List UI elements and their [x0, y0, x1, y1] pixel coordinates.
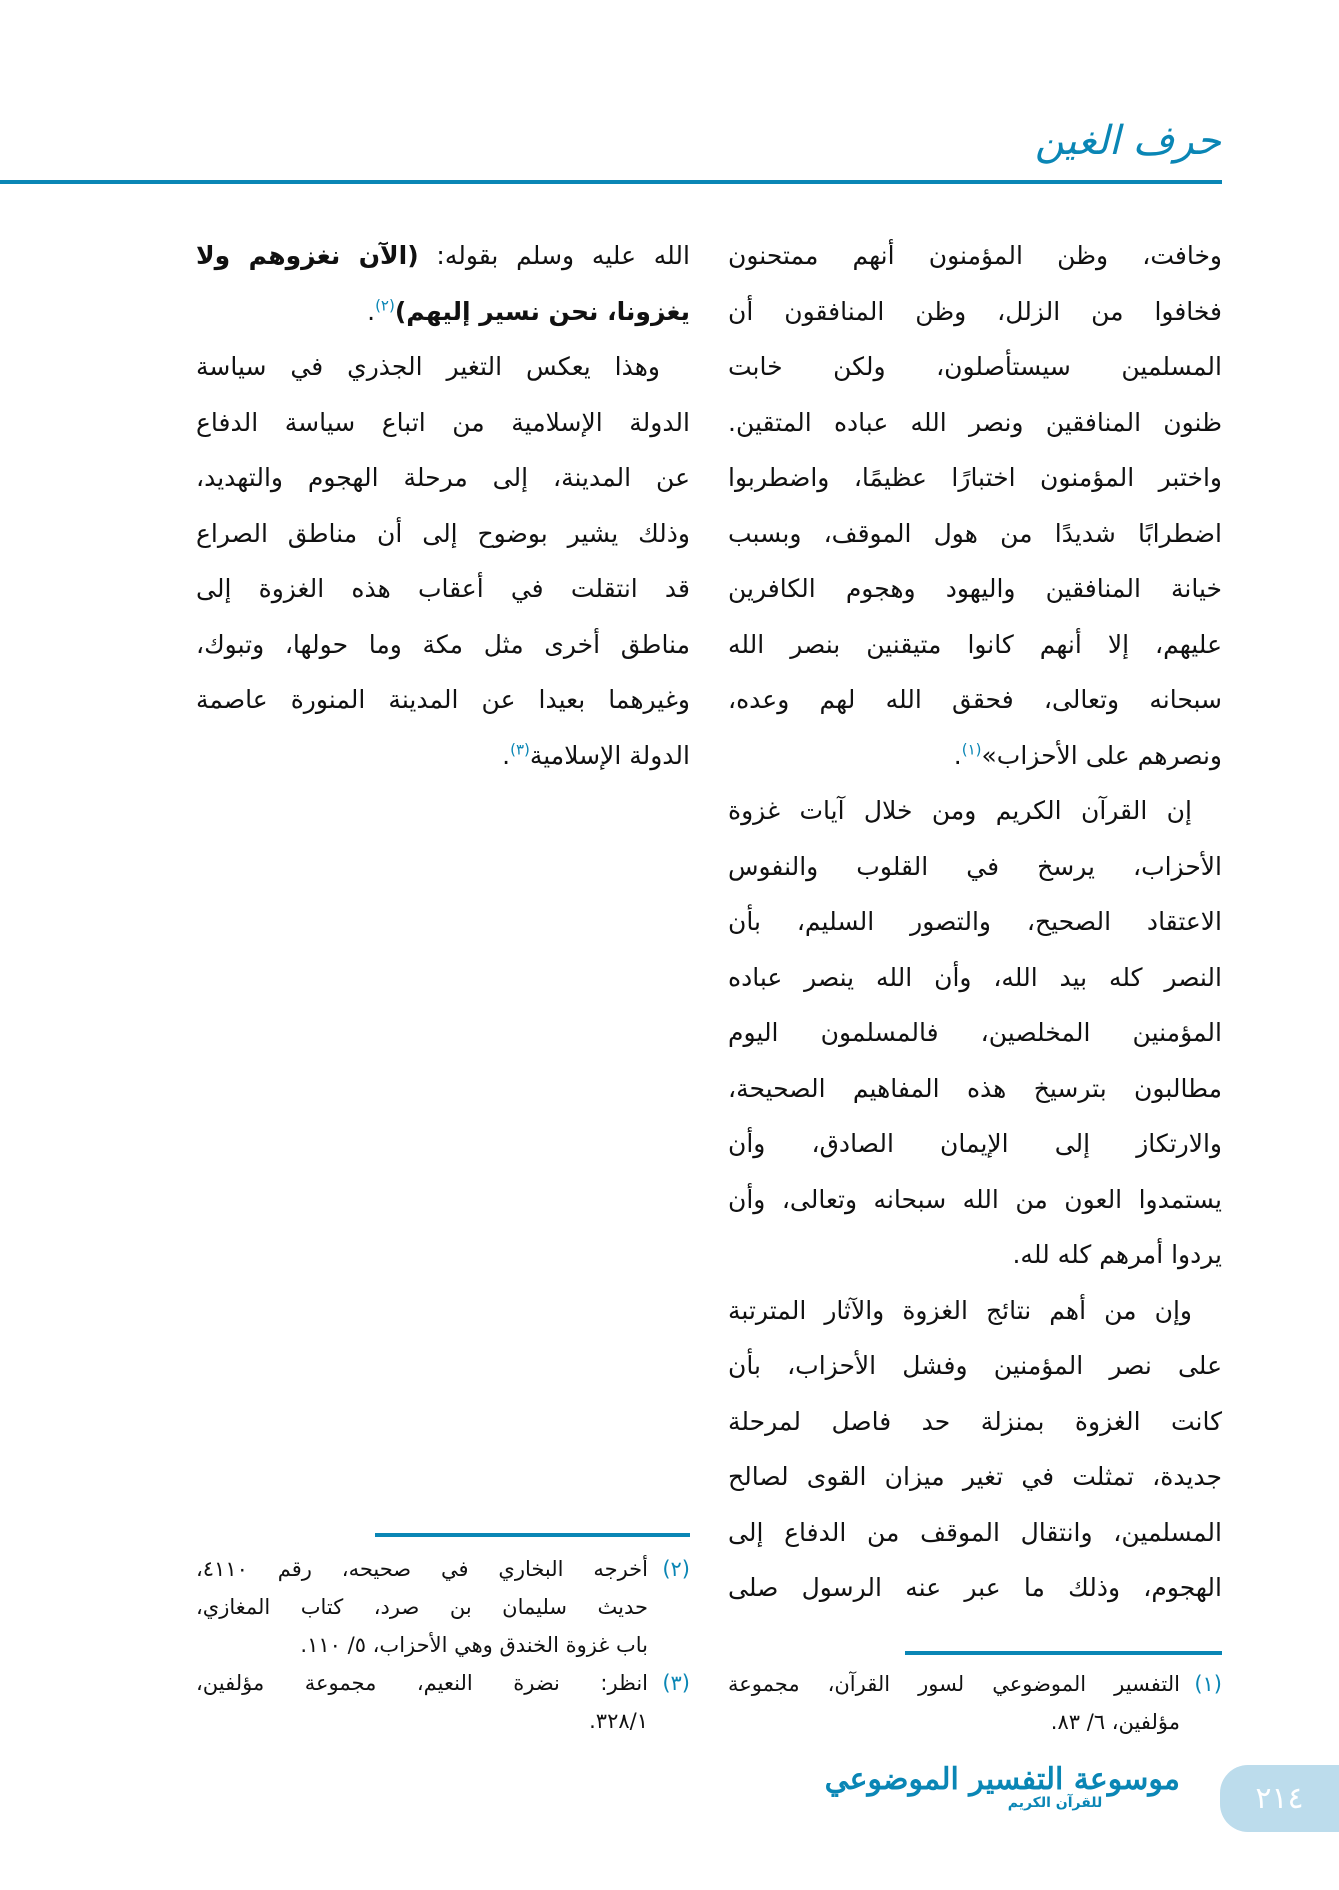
- text-line: [728, 1227, 1222, 1283]
- text-line: [728, 1338, 1222, 1394]
- text-line: [196, 395, 690, 451]
- line-end: .: [953, 740, 962, 770]
- text-line: [728, 395, 1222, 451]
- line-text: عن المدينة، إلى مرحلة الهجوم والتهديد،: [196, 463, 690, 492]
- text-line: [728, 1116, 1222, 1172]
- text-line: [196, 450, 690, 506]
- footnote-line: [196, 1550, 690, 1588]
- text-line: [196, 339, 690, 395]
- line-text: واختبر المؤمنون اختبارًا عظيمًا، واضطربوا: [728, 463, 1222, 492]
- text-line: [196, 728, 690, 784]
- footnote-number: (٣): [662, 1671, 690, 1695]
- footnote-ref: (٢): [375, 296, 395, 315]
- line-text: والارتكاز إلى الإيمان الصادق، وأن: [728, 1129, 1222, 1158]
- line-text: الدولة الإسلامية: [529, 740, 690, 770]
- text-line: [196, 284, 690, 340]
- line-end: .: [367, 296, 376, 326]
- footnote-line: [728, 1665, 1222, 1703]
- line-text: انظر: نضرة النعيم، مجموعة مؤلفين،: [196, 1671, 648, 1695]
- page-number: ٢١٤: [1220, 1765, 1339, 1832]
- text-line: [196, 561, 690, 617]
- line-text: وهذا يعكس التغير الجذري في سياسة: [196, 352, 660, 381]
- line-text: المسلمين، وانتقال الموقف من الدفاع إلى: [728, 1517, 1222, 1547]
- footnote-divider-left: [375, 1533, 690, 1537]
- line-text: المسلمين سيستأصلون، ولكن خابت: [728, 352, 1222, 381]
- text-line: [728, 561, 1222, 617]
- text-line: [196, 506, 690, 562]
- line-text: خيانة المنافقين واليهود وهجوم الكافرين: [728, 574, 1222, 603]
- footnote-line: [728, 1703, 1222, 1741]
- line-text: أخرجه البخاري في صحيحه، رقم ٤١١٠،: [196, 1557, 648, 1581]
- text-line: [728, 450, 1222, 506]
- text-line: [728, 506, 1222, 562]
- text-line: [728, 1283, 1222, 1339]
- text-line: [728, 284, 1222, 340]
- line-text: مطالبون بترسيخ هذه المفاهيم الصحيحة،: [728, 1073, 1222, 1103]
- line-text: سبحانه وتعالى، فحقق الله لهم وعده،: [728, 685, 1222, 714]
- line-text: ظنون المنافقين ونصر الله عباده المتقين.: [728, 407, 1222, 437]
- text-line: [728, 950, 1222, 1006]
- right-text-column: [728, 228, 1222, 1616]
- line-text: على نصر المؤمنين وفشل الأحزاب، بأن: [728, 1351, 1222, 1380]
- footnotes-left: [196, 1550, 690, 1740]
- line-text: الاعتقاد الصحيح، والتصور السليم، بأن: [728, 907, 1222, 936]
- line-text: الدولة الإسلامية من اتباع سياسة الدفاع: [196, 407, 690, 437]
- footnote-divider-right: [905, 1651, 1222, 1655]
- line-text: وذلك يشير بوضوح إلى أن مناطق الصراع: [196, 518, 690, 548]
- line-text: اضطرابًا شديدًا من هول الموقف، وبسبب: [728, 518, 1222, 548]
- line-text: ونصرهم على الأحزاب»: [981, 740, 1222, 770]
- text-line: [728, 894, 1222, 950]
- quote-text: يغزونا، نحن نسير إليهم): [394, 296, 690, 326]
- text-line: [728, 1449, 1222, 1505]
- text-line: [728, 617, 1222, 673]
- logo-title: موسوعة التفسير الموضوعي: [824, 1762, 1180, 1797]
- line-text: كانت الغزوة بمنزلة حد فاصل لمرحلة: [728, 1406, 1222, 1436]
- line-text: جديدة، تمثلت في تغير ميزان القوى لصالح: [728, 1462, 1222, 1491]
- footnote-line: [196, 1664, 690, 1702]
- text-line: [728, 1560, 1222, 1616]
- footnotes-right: [728, 1665, 1222, 1741]
- text-line: [728, 783, 1222, 839]
- line-text: وإن من أهم نتائج الغزوة والآثار المترتبة: [728, 1295, 1192, 1325]
- line-text: الهجوم، وذلك ما عبر عنه الرسول صلى: [728, 1573, 1222, 1602]
- quote-text: (الآن نغزوهم ولا: [196, 241, 419, 270]
- encyclopedia-logo: [824, 1762, 1180, 1811]
- footnote-ref: (١): [961, 740, 982, 759]
- text-line: [728, 1005, 1222, 1061]
- text-line: [728, 839, 1222, 895]
- line-end: .: [502, 740, 511, 770]
- text-line: [196, 617, 690, 673]
- text-line: [728, 1061, 1222, 1117]
- line-text: مؤلفين، ٦/ ٨٣.: [1050, 1710, 1180, 1734]
- line-text: مناطق أخرى مثل مكة وما حولها، وتبوك،: [196, 629, 690, 659]
- line-text: حديث سليمان بن صرد، كتاب المغازي،: [196, 1595, 648, 1619]
- text-line: [728, 728, 1222, 784]
- text-line: [728, 672, 1222, 728]
- line-text: النصر كله بيد الله، وأن الله ينصر عباده: [728, 962, 1222, 992]
- footnote-number: (١): [1194, 1672, 1222, 1696]
- footnote-number: (٢): [662, 1557, 690, 1581]
- line-text: يستمدوا العون من الله سبحانه وتعالى، وأن: [728, 1184, 1222, 1214]
- line-text: عليهم، إلا أنهم كانوا متيقنين بنصر الله: [728, 629, 1222, 659]
- line-text: فخافوا من الزلل، وظن المنافقون أن: [728, 296, 1222, 326]
- chapter-title: حرف الغين: [1034, 118, 1221, 164]
- footnote-ref: (٣): [510, 740, 530, 759]
- line-text: المؤمنين المخلصين، فالمسلمون اليوم: [728, 1018, 1222, 1047]
- line-text: التفسير الموضوعي لسور القرآن، مجموعة: [728, 1672, 1180, 1696]
- text-line: [728, 1505, 1222, 1561]
- line-text: قد انتقلت في أعقاب هذه الغزوة إلى: [196, 574, 690, 603]
- line-text: إن القرآن الكريم ومن خلال آيات غزوة: [728, 796, 1192, 825]
- line-text: ٣٢٨/١.: [589, 1709, 648, 1733]
- line-text: وخافت، وظن المؤمنون أنهم ممتحنون: [728, 241, 1222, 270]
- header-divider: [0, 180, 1222, 184]
- text-line: [196, 228, 690, 284]
- left-text-column: [196, 228, 690, 783]
- text-line: [728, 339, 1222, 395]
- footnote-line: [196, 1588, 690, 1626]
- line-text: الأحزاب، يرسخ في القلوب والنفوس: [728, 851, 1222, 881]
- text-line: [728, 1172, 1222, 1228]
- text-line: [728, 228, 1222, 284]
- line-text: وغيرهما بعيدا عن المدينة المنورة عاصمة: [196, 685, 690, 714]
- line-text: الله عليه وسلم بقوله:: [418, 241, 690, 270]
- line-text: باب غزوة الخندق وهي الأحزاب، ٥/ ١١٠.: [300, 1633, 648, 1657]
- line-text: يردوا أمرهم كله لله.: [1012, 1240, 1222, 1269]
- footnote-line: [196, 1702, 690, 1740]
- footnote-line: [196, 1626, 690, 1664]
- logo-subtitle: للقرآن الكريم: [1007, 1795, 1103, 1811]
- text-line: [728, 1394, 1222, 1450]
- text-line: [196, 672, 690, 728]
